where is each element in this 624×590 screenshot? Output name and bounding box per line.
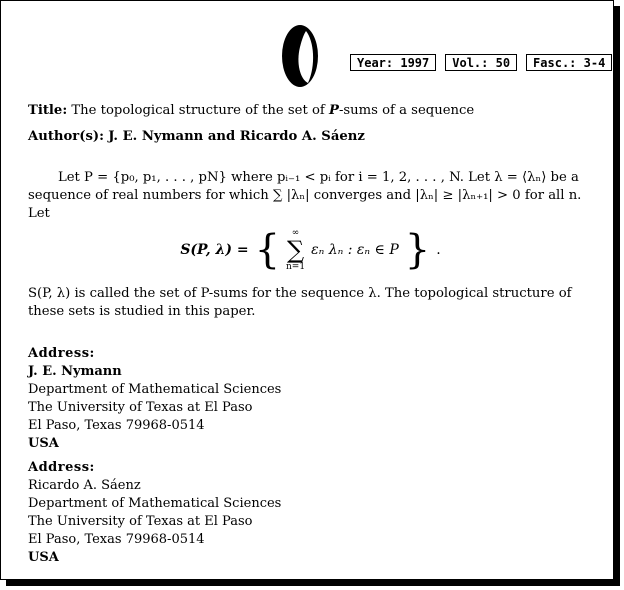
issue-info xyxy=(350,54,612,71)
page-shadow-right xyxy=(614,6,620,586)
address-line: Department of Mathematical Sciences xyxy=(28,382,282,397)
title-line xyxy=(28,103,474,118)
abstract-line-2: sequence of real numbers for which ∑ |λₙ| converges and |λₙ| ≥ |λₙ₊₁| > 0 for all n. xyxy=(28,188,582,203)
conclusion-line-1: S(P, λ) is called the set of P-sums for the sequence λ. The topological structure of xyxy=(28,286,572,301)
address-country: USA xyxy=(28,550,59,565)
year-badge: Year: 1997 xyxy=(350,54,436,71)
address-line: El Paso, Texas 79968-0514 xyxy=(28,532,205,547)
display-formula xyxy=(28,227,593,271)
summation xyxy=(286,227,305,273)
title-symbol: P xyxy=(329,103,339,118)
address-block-1 xyxy=(28,345,281,453)
journal-logo xyxy=(280,23,320,89)
formula-body: εₙ λₙ : εₙ ∈ P xyxy=(311,242,399,258)
address-label: Address: xyxy=(28,460,95,475)
title-text-after: -sums of a sequence xyxy=(338,103,475,118)
authors-label: Author(s): xyxy=(28,129,105,144)
conclusion-line-2: these sets is studied in this paper. xyxy=(28,304,256,319)
right-brace: } xyxy=(404,227,431,273)
address-name: Ricardo A. Sáenz xyxy=(28,478,141,493)
sum-symbol: ∑ xyxy=(286,236,305,264)
address-country: USA xyxy=(28,436,59,451)
address-name: J. E. Nymann xyxy=(28,364,122,379)
address-line: The University of Texas at El Paso xyxy=(28,400,253,415)
volume-badge: Vol.: 50 xyxy=(445,54,517,71)
page-shadow-bottom xyxy=(6,580,620,586)
title-text-before: The topological structure of the set of xyxy=(71,103,325,118)
abstract-line-3: Let xyxy=(28,206,50,221)
address-block-2 xyxy=(28,459,281,567)
authors-line xyxy=(28,129,365,144)
address-label: Address: xyxy=(28,346,95,361)
address-line: Department of Mathematical Sciences xyxy=(28,496,282,511)
authors-text: J. E. Nymann and Ricardo A. Sáenz xyxy=(108,129,365,144)
abstract-line-1: Let P = {p₀, p₁, . . . , pN} where pᵢ₋₁ < pᵢ for i = 1, 2, . . . , N. Let λ = ⟨λₙ⟩ be a xyxy=(58,170,579,185)
sum-lower-limit: n=1 xyxy=(286,262,306,272)
left-brace: { xyxy=(254,227,281,273)
title-label: Title: xyxy=(28,103,68,118)
address-line: The University of Texas at El Paso xyxy=(28,514,253,529)
address-line: El Paso, Texas 79968-0514 xyxy=(28,418,205,433)
sum-upper-limit: ∞ xyxy=(291,228,300,238)
formula-end: . xyxy=(436,242,441,258)
fascicle-badge: Fasc.: 3-4 xyxy=(526,54,612,71)
formula-lhs: S(P, λ) = xyxy=(180,242,249,258)
